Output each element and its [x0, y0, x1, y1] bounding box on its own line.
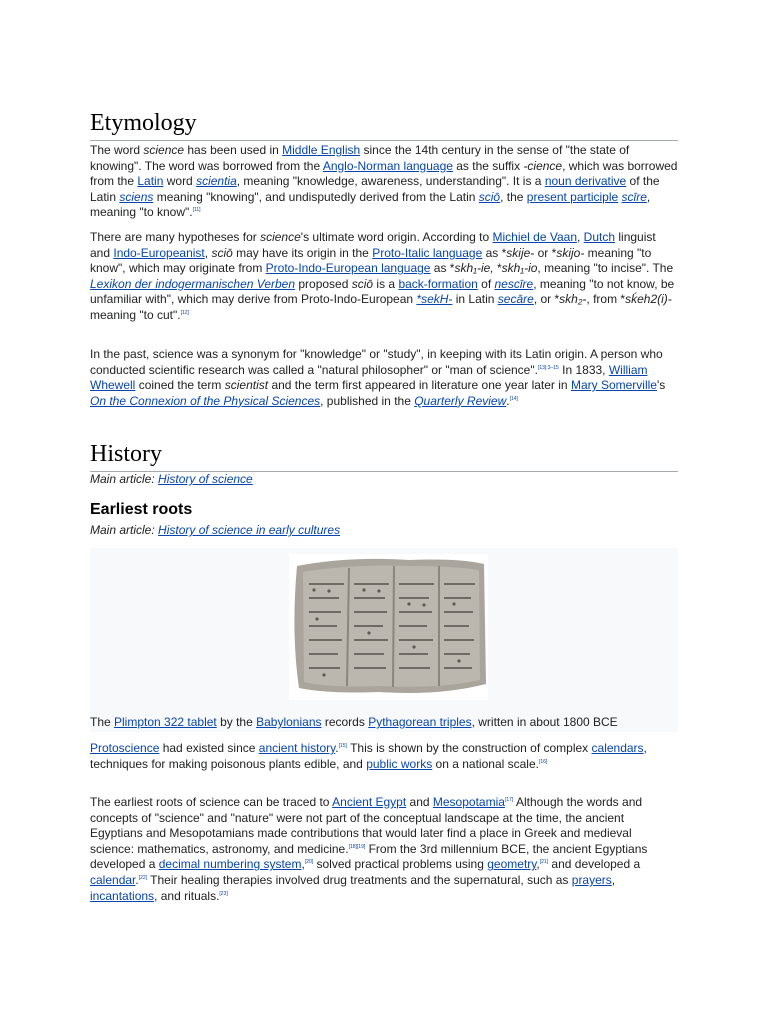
link-middle-english[interactable]: Middle English [282, 143, 361, 157]
link-michiel-de-vaan[interactable]: Michiel de Vaan [492, 230, 577, 244]
reference-citation[interactable]: [23] [219, 890, 228, 897]
link-back-formation[interactable]: back-formation [398, 276, 478, 291]
link-secare[interactable]: secāre [497, 292, 534, 307]
earliest-paragraph-1: Protoscience had existed since ancient history.[15] This is shown by the construction of complex calendars, techniques for making poisonous plants edible, and public works on a national scale.[16] [90, 741, 647, 771]
link-calendar[interactable]: calendar [90, 872, 136, 887]
link-mesopotamia[interactable]: Mesopotamia [432, 795, 505, 809]
link-protoscience[interactable]: Protoscience [90, 741, 160, 755]
reference-citation[interactable]: [15] [338, 743, 347, 749]
link-calendars[interactable]: calendars [591, 741, 644, 755]
reference-citation[interactable]: [20] [304, 859, 314, 866]
link-pythagorean-triples[interactable]: Pythagorean triples [368, 715, 472, 729]
reference-citation[interactable]: [18][19] [348, 843, 366, 850]
link-sekh[interactable]: *sekH- [416, 292, 453, 307]
link-scientia[interactable]: scientia [196, 174, 237, 189]
earliest-roots-heading: Earliest roots [90, 501, 193, 518]
link-decimal-numbering-system[interactable]: decimal numbering system [158, 857, 302, 872]
earliest-roots-section [90, 500, 678, 520]
link-public-works[interactable]: public works [366, 756, 433, 771]
reference-citation[interactable]: [14] [509, 395, 518, 402]
plimpton-tablet-image[interactable] [289, 554, 488, 700]
etymology-heading: Etymology [90, 108, 678, 141]
link-scio[interactable]: sciō [478, 189, 501, 204]
link-sciens[interactable]: sciens [119, 189, 154, 204]
link-william-whewell[interactable]: William Whewell [90, 362, 648, 393]
link-babylonians[interactable]: Babylonians [256, 715, 322, 729]
link-proto-indo-european[interactable]: Proto-Indo-European language [265, 261, 431, 276]
etymology-paragraph-3: In the past, science was a synonym for "knowledge" or "study", in keeping with its Latin origin. A person who conducted scientific research was called a "natural philosopher" or "man of science".$^{[13]:3-15}$ In 1833, William Whewell coined the term scientist and the term first appeared in literature one year later in Mary Somerville's On the Connexion of the Physical Sciences, published in the Quarterly Review.[14] [90, 347, 666, 408]
link-connexion-physical-sciences[interactable]: On the Connexion of the Physical Sciences [90, 393, 321, 408]
link-prayers[interactable]: prayers [571, 872, 612, 887]
plimpton-figure [90, 548, 678, 732]
reference-citation[interactable]: [21] [539, 859, 549, 866]
history-heading: History [90, 439, 678, 472]
reference-citation[interactable]: [13]:3–15 [537, 364, 559, 371]
etymology-paragraph-2: There are many hypotheses for science's ultimate word origin. According to Michiel de Vaan, Dutch linguist and Indo-Europeanist, sciō may have its origin in the Proto-Italic language as *skije- or *skijo- meaning "to know", which may originate from Proto-Indo-European language as *skh₁-ie, *skh₁-io, meaning "to incise". The Lexikon der indogermanischen Verben proposed sciō is a back-formation of nescīre, meaning "to not know, be unfamiliar with", which may derive from Proto-Indo-European *sekH- in Latin secāre, or *skh₂-, from *sḱeh2(i)- meaning "to cut".[12] [90, 230, 675, 322]
link-dutch[interactable]: Dutch [583, 230, 616, 244]
reference-citation[interactable]: [11] [192, 207, 201, 214]
link-latin[interactable]: Latin [137, 174, 164, 189]
link-plimpton-322[interactable]: Plimpton 322 tablet [114, 715, 217, 729]
link-indo-europeanist[interactable]: Indo-Europeanist [113, 245, 205, 260]
link-mary-somerville[interactable]: Mary Somerville [570, 378, 657, 393]
link-proto-italic[interactable]: Proto-Italic language [372, 245, 483, 260]
reference-citation[interactable]: [17] [504, 797, 514, 803]
link-quarterly-review[interactable]: Quarterly Review [414, 393, 507, 408]
link-noun-derivative[interactable]: noun derivative [544, 174, 627, 189]
link-incantations[interactable]: incantations [90, 888, 155, 903]
link-present-participle[interactable]: present participle [526, 189, 619, 204]
history-hatnote: Main article: History of science [90, 472, 253, 486]
link-scire[interactable]: scīre [621, 189, 647, 204]
reference-citation[interactable]: [22] [138, 874, 148, 881]
link-history-of-science[interactable]: History of science [158, 472, 253, 486]
link-lexikon[interactable]: Lexikon der indogermanischen Verben [90, 276, 296, 291]
link-history-early-cultures[interactable]: History of science in early cultures [158, 523, 341, 537]
earliest-roots-hatnote: Main article: History of science in early cultures [90, 523, 341, 537]
etymology-paragraph-1: The word science has been used in Middle English since the 14th century in the sense of "the state of knowing". The word was borrowed from the Anglo-Norman language as the suffix -cience, which was borrowed from the Latin word scientia, meaning "knowledge, awareness, understanding". It is a noun derivative of the Latin sciens meaning "knowing", and undisputedly derived from the Latin sciō, the present participle scīre, meaning "to know".[11] [90, 143, 678, 220]
history-section [90, 439, 678, 472]
link-geometry[interactable]: geometry [487, 857, 537, 872]
figure-caption: The Plimpton 322 tablet by the Babylonians records Pythagorean triples, written in about 1800 BCE [90, 715, 618, 729]
etymology-section [90, 108, 678, 141]
link-ancient-history[interactable]: ancient history [258, 741, 336, 755]
reference-citation[interactable]: [16] [538, 758, 548, 765]
link-anglo-norman[interactable]: Anglo-Norman language [322, 158, 453, 173]
link-ancient-egypt[interactable]: Ancient Egypt [332, 795, 407, 809]
reference-citation[interactable]: [12] [180, 309, 189, 316]
link-nescire[interactable]: nescīre [494, 276, 534, 291]
earliest-paragraph-2: The earliest roots of science can be traced to Ancient Egypt and Mesopotamia[17] Although the words and concepts of "science" and "nature" were not part of the conceptual landscape at the time, the ancient Egyptians and Mesopotamians made contributions that would later find a place in Greek and medieval science: mathematics, astronomy, and medicine.[18][19] From the 3rd millennium BCE, the ancient Egyptians developed a decimal numbering system,[20] solved practical problems using geometry,[21] and developed a calendar.[22] Their healing therapies involved drug treatments and the supernatural, such as prayers, incantations, and rituals.[23] [90, 795, 648, 903]
